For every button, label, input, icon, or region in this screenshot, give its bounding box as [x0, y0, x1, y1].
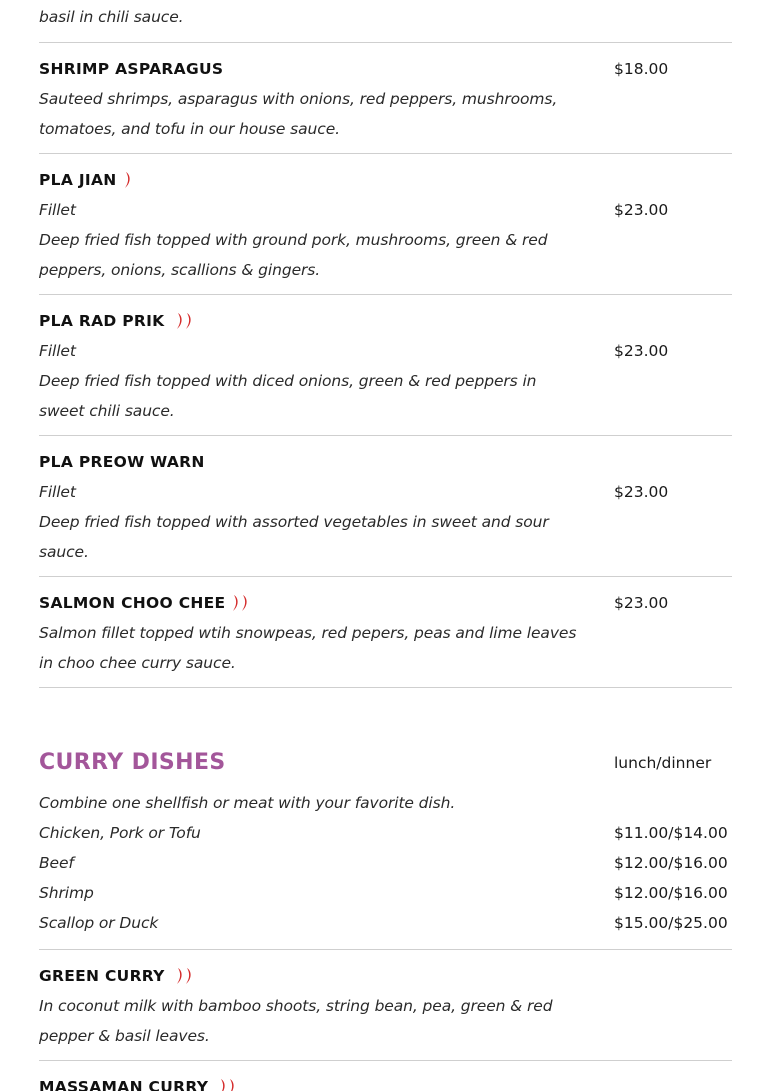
menu-item-pla-preow-warn — [39, 436, 732, 577]
chili-spicy-icon — [123, 165, 133, 195]
section-title: CURRY DISHES — [39, 750, 226, 775]
item-price: $23.00 — [614, 342, 669, 360]
menu-item-massaman-curry — [39, 1061, 732, 1091]
top-fragment-text: basil in chili sauce. — [39, 8, 184, 26]
option-price: $15.00/$25.00 — [614, 914, 728, 932]
top-fragment-block — [39, 0, 732, 43]
menu-item-green-curry — [39, 950, 732, 1061]
item-description-line: tomatoes, and tofu in our house sauce. — [39, 120, 340, 138]
item-price: $18.00 — [614, 60, 669, 78]
option-price: $12.00/$16.00 — [614, 884, 728, 902]
item-description-line: Deep fried fish topped with diced onions, green & red peppers in — [39, 372, 537, 390]
option-price: $12.00/$16.00 — [614, 854, 728, 872]
chili-spicy-icon — [218, 1072, 238, 1091]
option-label: Shrimp — [39, 884, 94, 902]
item-name: PLA PREOW WARN — [39, 453, 205, 471]
chili-spicy-icon — [175, 961, 195, 991]
menu-item-pla-rad-prik — [39, 295, 732, 436]
item-subtitle: Fillet — [39, 342, 76, 360]
curry-option-row — [39, 818, 732, 848]
chili-spicy-icon — [231, 588, 251, 618]
option-label: Chicken, Pork or Tofu — [39, 824, 201, 842]
option-price: $11.00/$14.00 — [614, 824, 728, 842]
item-name: MASSAMAN CURRY — [39, 1078, 209, 1091]
item-description-line: pepper & basil leaves. — [39, 1027, 210, 1045]
item-description-line: sauce. — [39, 543, 89, 561]
section-intro: Combine one shellfish or meat with your favorite dish. — [39, 794, 456, 812]
option-label: Beef — [39, 854, 74, 872]
curry-options-list — [39, 788, 732, 950]
item-price: $23.00 — [614, 483, 669, 501]
item-subtitle: Fillet — [39, 483, 76, 501]
item-description-line: In coconut milk with bamboo shoots, string bean, pea, green & red — [39, 997, 553, 1015]
price-column-header: lunch/dinner — [614, 754, 712, 772]
item-price: $23.00 — [614, 594, 669, 612]
curry-option-row — [39, 848, 732, 878]
item-description-line: Sauteed shrimps, asparagus with onions, red peppers, mushrooms, — [39, 90, 558, 108]
menu-item-pla-jian — [39, 154, 732, 295]
item-description-line: Salmon fillet topped wtih snowpeas, red pepers, peas and lime leaves — [39, 624, 577, 642]
curry-dishes-section — [39, 748, 732, 1091]
curry-option-row — [39, 878, 732, 908]
item-name: SHRIMP ASPARAGUS — [39, 60, 224, 78]
chili-spicy-icon — [175, 306, 195, 336]
item-description-line: peppers, onions, scallions & gingers. — [39, 261, 321, 279]
menu-item-salmon-choo-chee — [39, 577, 732, 688]
item-description-line: Deep fried fish topped with ground pork, mushrooms, green & red — [39, 231, 548, 249]
item-description-line: in choo chee curry sauce. — [39, 654, 236, 672]
curry-option-row — [39, 908, 732, 938]
item-name: PLA JIAN — [39, 171, 117, 189]
item-description-line: sweet chili sauce. — [39, 402, 175, 420]
menu-item-shrimp-asparagus — [39, 43, 732, 154]
option-label: Scallop or Duck — [39, 914, 159, 932]
item-description-line: Deep fried fish topped with assorted vegetables in sweet and sour — [39, 513, 549, 531]
item-name: PLA RAD PRIK — [39, 312, 165, 330]
item-subtitle: Fillet — [39, 201, 76, 219]
item-name: SALMON CHOO CHEE — [39, 594, 226, 612]
menu-page — [39, 0, 732, 1091]
item-name: GREEN CURRY — [39, 967, 165, 985]
item-price: $23.00 — [614, 201, 669, 219]
